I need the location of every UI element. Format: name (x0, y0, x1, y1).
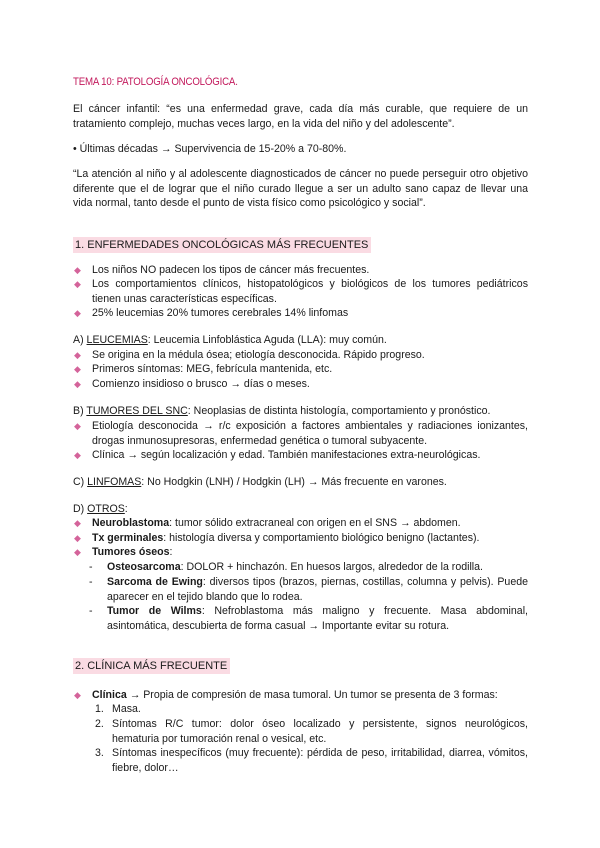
leucemias-heading: A) LEUCEMIAS: Leucemia Linfoblástica Aguda (LLA): muy común. (73, 334, 387, 346)
bullet-icon: ◆ (74, 533, 81, 543)
bullet-icon: ◆ (74, 350, 81, 360)
bullet-icon: ◆ (74, 547, 81, 557)
intro-quote: “La atención al niño y al adolescente diagnosticados de cáncer no puede perseguir otro objetivo diferente que el de lograr que el niño curado llegue a ser un adulto sano capaz de llevar una vida normal, tanto desde el punto de vista físico como psicológico y social”. (73, 168, 528, 209)
otros-label: OTROS (87, 503, 125, 515)
bullet-icon: ◆ (74, 265, 81, 275)
otros-heading: D) OTROS: (73, 503, 128, 515)
bullet-icon: ◆ (74, 379, 81, 389)
section2-title: 2. CLÍNICA MÁS FRECUENTE (73, 658, 230, 674)
bullet-icon: ◆ (74, 518, 81, 528)
snc-heading: B) TUMORES DEL SNC: Neoplasias de distinta histología, comportamiento y pronóstico. (73, 405, 491, 417)
section1-title: 1. ENFERMEDADES ONCOLÓGICAS MÁS FRECUENTES (73, 237, 371, 253)
snc-label: TUMORES DEL SNC (86, 405, 188, 417)
bullet-icon: ◆ (74, 279, 81, 289)
section2-heading (73, 659, 230, 674)
intro-survival: • Últimas décadas → Supervivencia de 15-20% a 70-80%. (73, 143, 347, 155)
leucemias-label: LEUCEMIAS (86, 334, 148, 346)
bullet-icon: ◆ (74, 421, 81, 431)
bullet-icon: ◆ (74, 308, 81, 318)
linfomas-heading: C) LINFOMAS: No Hodgkin (LNH) / Hodgkin (LH) → Más frecuente en varones. (73, 476, 447, 488)
linfomas-label: LINFOMAS (87, 476, 142, 488)
intro-definition: El cáncer infantil: “es una enfermedad grave, cada día más curable, que requiere de un tratamiento complejo, muchas veces largo, en la vida del niño y del adolescente”. (73, 103, 528, 130)
bullet-icon: ◆ (74, 690, 81, 700)
bullet-icon: ◆ (74, 450, 81, 460)
bullet-icon: ◆ (74, 364, 81, 374)
page-title: TEMA 10: PATOLOGÍA ONCOLÓGICA. (73, 76, 238, 88)
section1-heading (73, 238, 371, 253)
